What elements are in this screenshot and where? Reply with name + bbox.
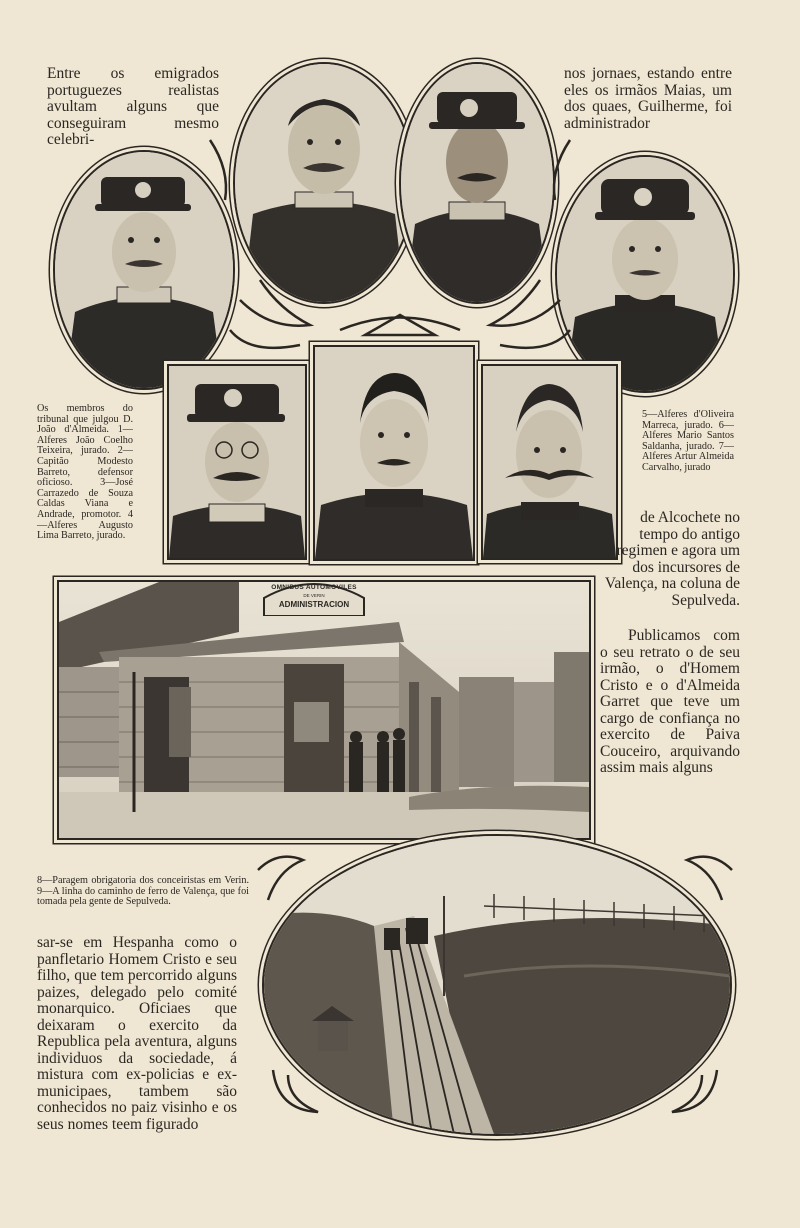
article-text-mid-right-2: Publicamos com o seu retrato o de seu irmão, o d'Homem Cristo e o d'Almeida Garret que teve um cargo de confiança no exercito de Paiva Couceiro, arquivando assim mais alguns	[600, 627, 740, 776]
portrait-7-photo	[483, 366, 616, 558]
portrait-7-frame	[481, 364, 618, 560]
caption-tribunal-right: 5—Alferes d'Oliveira Marreca, jurado. 6—Alferes Mario Santos Saldanha, jurado. 7—Alferes Artur Almeida Carvalho, jurado	[642, 409, 734, 473]
portrait-5-photo	[169, 366, 305, 558]
article-text-top-left: Entre os emigrados portuguezes realistas avultam alguns que conseguiram mesmo celebri-	[47, 65, 219, 148]
caption-tribunal-left: Os membros do tribunal que julgou D. João d'Almeida. 1—Alferes João Coelho Teixeira, jurado. 2—Capitão Modesto Barreto, defensor oficioso. 3—José Carrazedo de Souza Caldas Viana e Andrade, promotor. 4—Alferes Augusto Lima Barreto, jurado.	[37, 403, 133, 542]
caption-bottom-left: 8—Paragem obrigatoria dos conceiristas em Verin. 9—A linha do caminho de ferro de Valença, que foi tomada pela gente de Sepulveda.	[37, 875, 249, 908]
portrait-5-frame	[167, 364, 307, 560]
photo-verin-building-frame	[57, 580, 591, 840]
sign-line-2: DE VERIN	[303, 593, 325, 598]
portrait-6-photo	[315, 347, 473, 559]
art-nouveau-ornament-top	[190, 130, 610, 360]
sign-line-3: ADMINISTRACION	[278, 600, 350, 609]
photo-verin-building	[59, 582, 589, 838]
sign-line-1: OMNIBUS AUTOMOVILES	[271, 584, 357, 591]
article-text-bottom-left: sar-se em Hespanha como o panfletario Homem Cristo e seu filho, que tem percorrido alguns paizes, delegado pelo comité monarquico. Oficiaes que deixaram o exercito da Republica pela aventura, alguns individuos da sociedade, á mistura com ex-policias e ex-municipaes, tambem são conhecidos no paiz visinho e os seus nomes teem figurado	[37, 934, 237, 1133]
art-nouveau-ornament-bottom	[248, 850, 742, 1130]
article-text-top-right: nos jornaes, estando entre eles os irmãos Maias, um dos quaes, Guilherme, foi administrador	[564, 65, 732, 132]
portrait-6-frame	[313, 345, 475, 561]
article-text-mid-right: de Alcochete no tempo do antigo regimen e agora um dos incursores de Valença, na coluna de Sepulveda.	[604, 509, 740, 609]
